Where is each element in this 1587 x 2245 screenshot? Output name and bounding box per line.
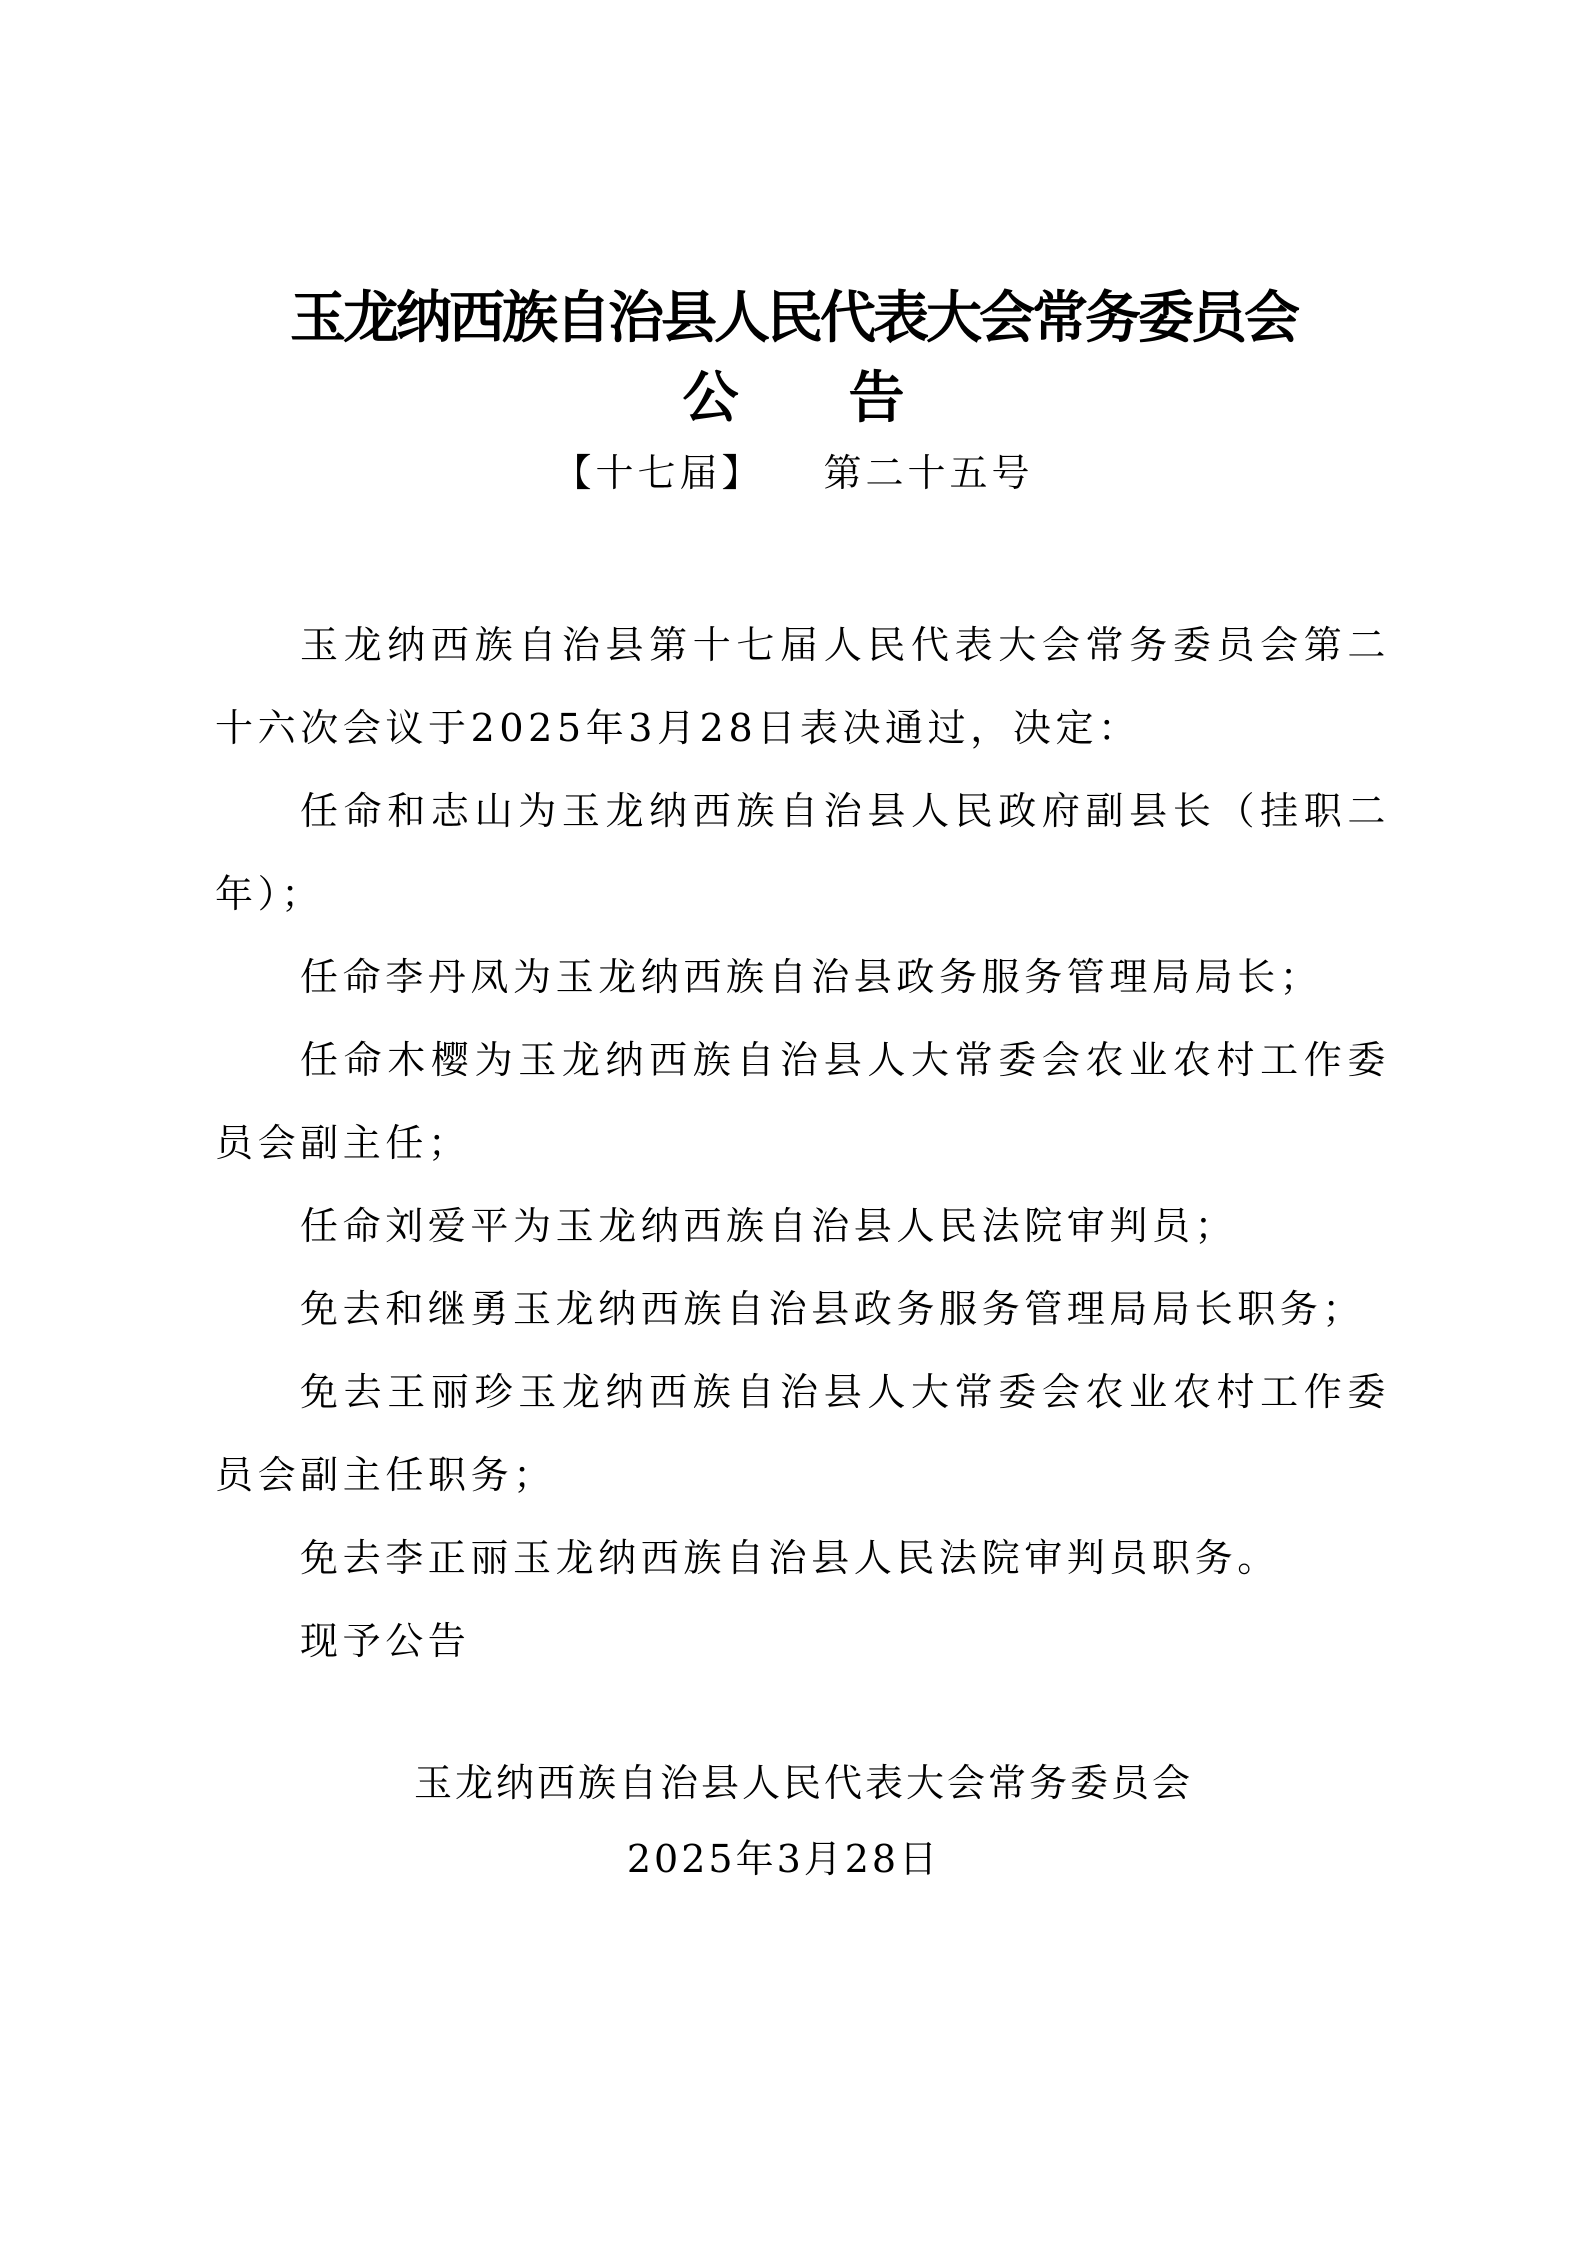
appointment-item: 任命木樱为玉龙纳西族自治县人大常委会农业农村工作委员会副主任； [215,1038,1390,1165]
document-title: 玉龙纳西族自治县人民代表大会常务委员会 [290,286,1297,351]
announcement-number: 第二十五号 [823,451,1034,495]
removal-item: 免去李正丽玉龙纳西族自治县人民法院审判员职务。 [300,1536,1280,1580]
intro-paragraph: 玉龙纳西族自治县第十七届人民代表大会常务委员会第二十六次会议于2025年3月28日表决通过，决定： [215,623,1390,750]
closing-statement: 现予公告 [300,1619,471,1663]
removal-item: 免去王丽珍玉龙纳西族自治县人大常委会农业农村工作委员会副主任职务； [215,1370,1390,1497]
document-body [215,604,1390,1683]
session-label: 【十七届】 [553,451,764,495]
subtitle-char-1: 公 [682,366,739,431]
appointment-item: 任命李丹凤为玉龙纳西族自治县政务服务管理局局长； [300,955,1323,999]
signature-organization: 玉龙纳西族自治县人民代表大会常务委员会 [413,1761,1193,1805]
subtitle-char-2: 告 [848,366,905,431]
document-subtitle [0,364,1587,434]
signature-date: 2025年3月28日 [626,1837,941,1881]
document-number [0,448,1587,498]
removal-item: 免去和继勇玉龙纳西族自治县政务服务管理局局长职务； [300,1287,1366,1331]
appointment-item: 任命刘爱平为玉龙纳西族自治县人民法院审判员； [300,1204,1238,1248]
appointment-item: 任命和志山为玉龙纳西族自治县人民政府副县长（挂职二年）； [215,789,1390,916]
